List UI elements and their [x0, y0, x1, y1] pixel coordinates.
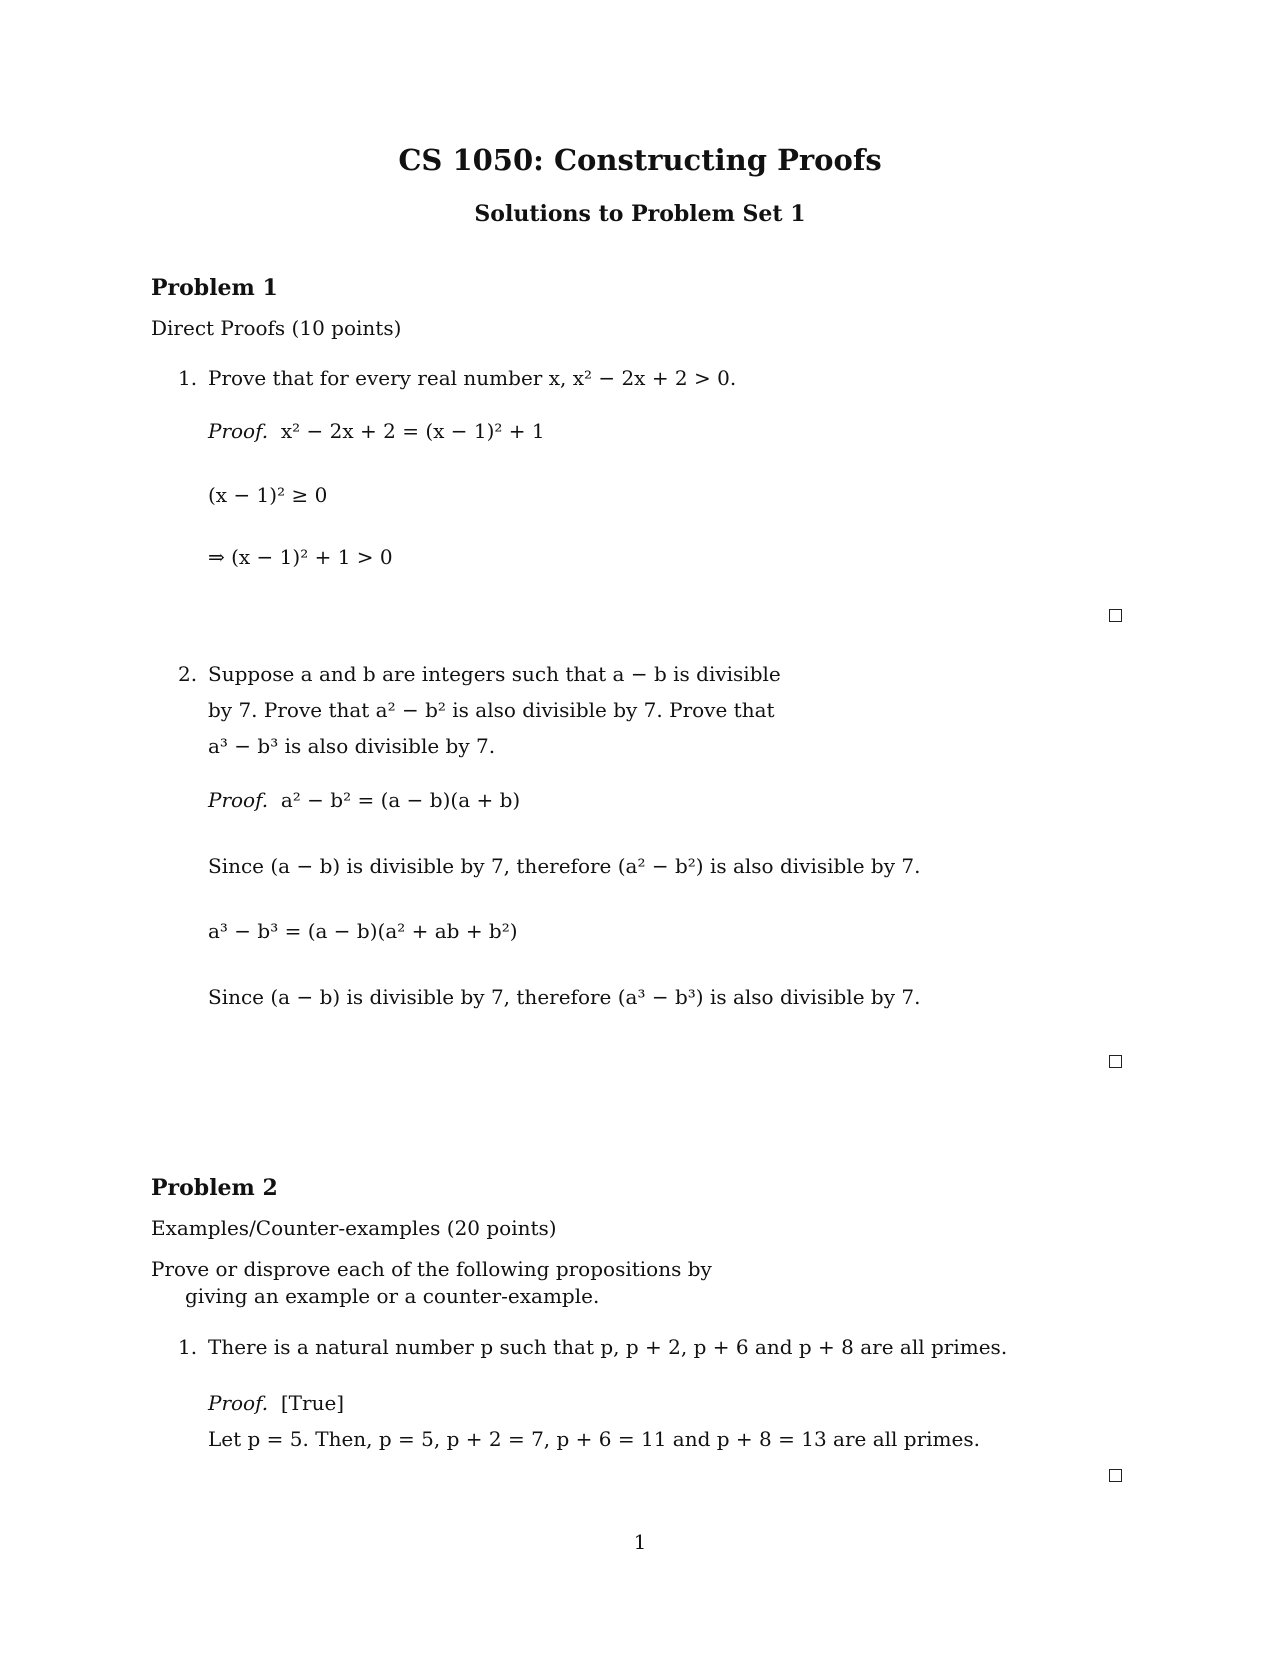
problem-2-q1-proof-line1: [208, 1391, 344, 1415]
problem-2-heading: Problem 2: [151, 1175, 278, 1201]
qed-box: [1109, 1055, 1122, 1068]
problem-1-q2-proof-line1: [208, 788, 520, 812]
proof-verdict: [True]: [280, 1391, 345, 1415]
problem-1-q1-proof-line3: ⇒ (x − 1)² + 1 > 0: [208, 545, 393, 569]
problem-1-heading: Problem 1: [151, 275, 278, 301]
problem-2-description: Examples/Counter-examples (20 points): [151, 1216, 557, 1240]
qed-box: [1109, 609, 1122, 622]
problem-1-q2-proof-line4: Since (a − b) is divisible by 7, therefore (a³ − b³) is also divisible by 7.: [208, 985, 921, 1009]
proof-label: Proof.: [208, 419, 269, 443]
problem-1-q2-statement-line2: by 7. Prove that a² − b² is also divisible by 7. Prove that: [208, 698, 775, 722]
problem-2-intro-line1: Prove or disprove each of the following propositions by: [151, 1257, 712, 1281]
document-title: CS 1050: Constructing Proofs: [398, 143, 882, 177]
proof-equation: x² − 2x + 2 = (x − 1)² + 1: [280, 419, 545, 443]
proof-label: Proof.: [208, 1391, 269, 1415]
problem-1-q2-proof-line2: Since (a − b) is divisible by 7, therefore (a² − b²) is also divisible by 7.: [208, 854, 921, 878]
proof-label: Proof.: [208, 788, 269, 812]
problem-1-q1-number: 1.: [178, 366, 198, 390]
problem-1-q2-statement-line1: Suppose a and b are integers such that a − b is divisible: [208, 662, 781, 686]
proof-equation: a² − b² = (a − b)(a + b): [280, 788, 521, 812]
problem-2-intro-line2: giving an example or a counter-example.: [185, 1284, 600, 1308]
problem-2-q1-proof-line2: Let p = 5. Then, p = 5, p + 2 = 7, p + 6 = 11 and p + 8 = 13 are all primes.: [208, 1427, 980, 1451]
problem-2-q1-statement: There is a natural number p such that p, p + 2, p + 6 and p + 8 are all primes.: [208, 1335, 1008, 1359]
problem-1-q2-number: 2.: [178, 662, 198, 686]
qed-box: [1109, 1469, 1122, 1482]
problem-1-q1-statement: Prove that for every real number x, x² − 2x + 2 > 0.: [208, 366, 737, 390]
page-number: 1: [633, 1530, 647, 1554]
problem-1-q1-proof-line1: [208, 419, 545, 443]
problem-1-q2-statement-line3: a³ − b³ is also divisible by 7.: [208, 734, 496, 758]
document-subtitle: Solutions to Problem Set 1: [474, 201, 806, 227]
problem-1-description: Direct Proofs (10 points): [151, 316, 402, 340]
problem-1-q1-proof-line2: (x − 1)² ≥ 0: [208, 483, 328, 507]
problem-2-q1-number: 1.: [178, 1335, 198, 1359]
problem-1-q2-proof-line3: a³ − b³ = (a − b)(a² + ab + b²): [208, 919, 518, 943]
